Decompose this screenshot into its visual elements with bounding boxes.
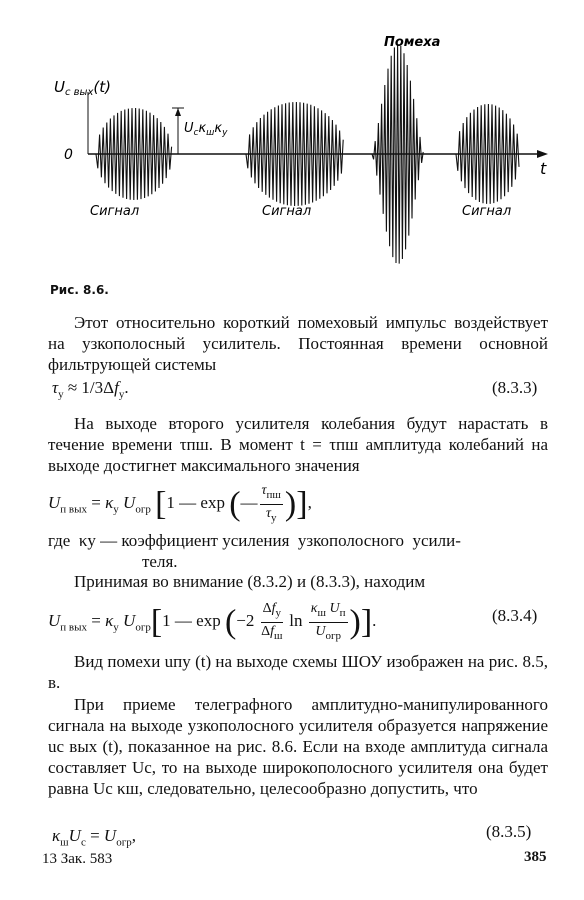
where-line-2: теля. — [142, 552, 178, 571]
equation-8-3-4: $U_{п вых} = \kappa_у$ $U_{огр}[1$ — exp (−2 $\Delta f_у$ $\Delta f_ш$ ln $\kappa_ш$ $U_п$ $U_{огр}$ )]. — [48, 601, 377, 642]
noise-label: Помеха — [384, 35, 441, 50]
equation-8-3-3: $\tau_у \approx 1/3\Delta f_у$. — [52, 378, 129, 401]
signal-burst-3 — [456, 104, 519, 204]
signal-label-3: Сигнал — [462, 204, 512, 219]
t-axis-label: t — [540, 159, 547, 178]
signal-label-1: Сигнал — [90, 204, 140, 219]
equation-number-8-3-4: (8.3.4) — [492, 606, 538, 625]
paragraph-1: Этот относительно короткий помеховый импульс воздействует на узкополосный усилитель. Постоянная времени основной фильтрующей системы — [48, 313, 548, 374]
paragraph-4: Вид помехи uпу (t) на выходе схемы ШОУ изображен на рис. 8.5, в. — [48, 652, 548, 692]
time-axis-arrow — [537, 150, 548, 158]
figure-caption: Рис. 8.6. — [50, 283, 109, 297]
paragraph-2: На выходе второго усилителя колебания будут нарастать в течение времени τпш. В момент t = τпш амплитуда колебаний на выходе достигнет максимального значения — [48, 414, 548, 475]
page-number: 385 — [524, 849, 547, 865]
signal-label-2: Сигнал — [262, 204, 312, 219]
equation-number-8-3-3: (8.3.3) — [492, 378, 538, 397]
signal-figure — [0, 0, 584, 280]
paragraph-5: При приеме телеграфного амплитудно-манипулированного сигнала на выходе узкополосного усилителя образуется напряжение uс вых (t), показанное на рис. 8.6. Если на входе амплитуда сигнала составляет Uс, то на выходе широкополосного усилителя она будет равна Uс κш, следовательно, целесообразно допустить, что — [48, 695, 548, 798]
where-line-1: где κу — коэффициент усиления узкополосного усили- — [48, 531, 461, 550]
zero-label: 0 — [64, 147, 73, 163]
paragraph-3: Принимая во внимание (8.3.2) и (8.3.3), находим — [74, 572, 426, 591]
equation-u-max: $U_{п вых} = \kappa_у$ $U_{огр}$ [1 — exp (— $\tau_{пш}$ $\tau_у$ )], — [48, 483, 312, 524]
y-axis-label: $U_{c вых}(t)$ — [54, 78, 111, 98]
amplitude-label: $U_c\kappa_ш\kappa_у$ — [184, 121, 228, 138]
printer-mark: 13 Зак. 583 — [42, 851, 113, 867]
equation-number-8-3-5: (8.3.5) — [486, 822, 532, 841]
equation-8-3-5: $\kappa_шU_с = U_{огр}$, — [52, 826, 136, 849]
